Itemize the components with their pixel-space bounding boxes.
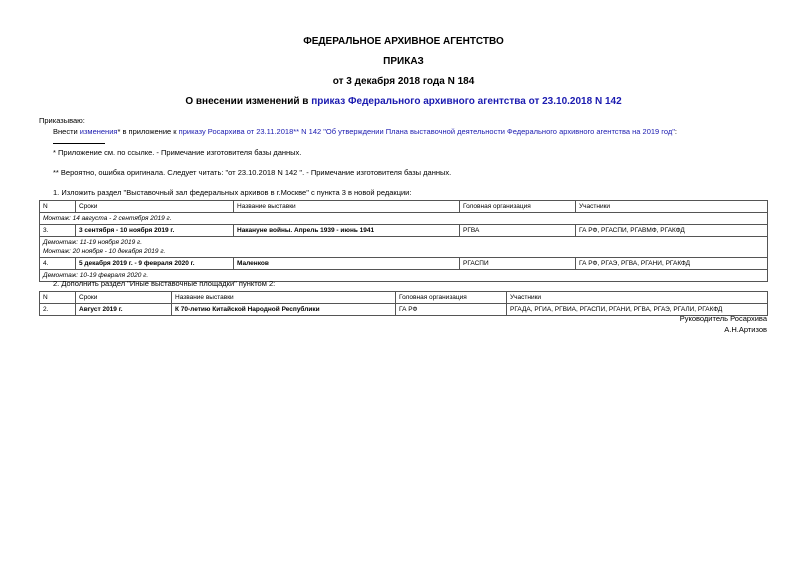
col-header-title: Название выставки — [172, 292, 396, 304]
item-2-text: 2. Дополнить раздел "Иные выставочные площадки" пунктом 2: — [53, 279, 276, 288]
doc-title-prefix: О внесении изменений в — [185, 96, 312, 107]
col-header-number: N — [40, 292, 76, 304]
item-1-text: 1. Изложить раздел "Выставочный зал федеральных архивов в г.Москве" с пункта 3 в новой редакции: — [53, 188, 412, 197]
signature-position: Руководитель Росархива — [679, 314, 767, 323]
cell-title: К 70-летию Китайской Народной Республики — [172, 304, 396, 316]
cell-dates: 3 сентября - 10 ноября 2019 г. — [76, 225, 234, 237]
cell-title: Маленков — [234, 258, 460, 270]
cell-participants: ГА РФ, РГАСПИ, РГАВМФ, РГАКФД — [576, 225, 768, 237]
footnote-1: * Приложение см. по ссылке. - Примечание изготовителя базы данных. — [53, 148, 302, 157]
cell-number: 3. — [40, 225, 76, 237]
table-row — [40, 237, 768, 258]
cell-organization: РГАСПИ — [460, 258, 576, 270]
cell-participants: РГАДА, РГИА, РГВИА, РГАСПИ, РГАНИ, РГВА, РГАЭ, РГАЛИ, РГАКФД — [507, 304, 768, 316]
table-row — [40, 258, 768, 270]
dismount-note: Демонтаж: 10-19 февраля 2020 г. — [40, 270, 768, 282]
mount-note: Монтаж: 14 августа - 2 сентября 2019 г. — [40, 213, 768, 225]
mount-note: Монтаж: 20 ноября - 10 декабря 2019 г. — [43, 248, 166, 255]
cell-title: Накануне войны. Апрель 1939 - июнь 1941 — [234, 225, 460, 237]
exhibition-table-1 — [39, 200, 768, 282]
rosarchive-order-link[interactable]: приказу Росархива от 23.11.2018** N 142 "Об утверждении Плана выставочной деятельности Федерального архивного агентства на 2019 год" — [178, 127, 675, 136]
footnote-2: ** Вероятно, ошибка оригинала. Следует читать: "от 23.10.2018 N 142 ". - Примечание изготовителя базы данных. — [53, 168, 452, 177]
footnote-divider — [53, 143, 105, 144]
orders-label: Приказываю: — [39, 116, 85, 125]
dismount-note: Демонтаж: 11-19 ноября 2019 г. — [43, 239, 143, 246]
cell-number: 4. — [40, 258, 76, 270]
intro-text-3: : — [674, 127, 678, 136]
table-header-row — [40, 292, 768, 304]
doc-title — [0, 96, 807, 107]
intro-paragraph — [53, 127, 677, 136]
cell-participants: ГА РФ, РГАЭ, РГВА, РГАНИ, РГАКФД — [576, 258, 768, 270]
cell-dates: Август 2019 г. — [76, 304, 172, 316]
cell-number: 2. — [40, 304, 76, 316]
cell-dates: 5 декабря 2019 г. - 9 февраля 2020 г. — [76, 258, 234, 270]
col-header-organization: Головная организация — [460, 201, 576, 213]
table-header-row — [40, 201, 768, 213]
agency-title: ФЕДЕРАЛЬНОЕ АРХИВНОЕ АГЕНТСТВО — [303, 36, 504, 47]
col-header-organization: Головная организация — [396, 292, 507, 304]
doc-date-number: от 3 декабря 2018 года N 184 — [332, 76, 475, 87]
dismount-mount-note — [40, 237, 768, 258]
table-row — [40, 304, 768, 316]
order-142-link[interactable]: приказ Федерального архивного агентства от 23.10.2018 N 142 — [311, 96, 622, 107]
col-header-participants: Участники — [507, 292, 768, 304]
cell-organization: РГВА — [460, 225, 576, 237]
col-header-title: Название выставки — [234, 201, 460, 213]
table-row — [40, 213, 768, 225]
doc-type: ПРИКАЗ — [383, 56, 424, 67]
intro-text-1: Внести — [53, 127, 80, 136]
exhibition-table-2 — [39, 291, 768, 316]
col-header-participants: Участники — [576, 201, 768, 213]
signature-name: А.Н.Артизов — [724, 325, 767, 334]
col-header-dates: Сроки — [76, 292, 172, 304]
changes-link[interactable]: изменения — [79, 127, 118, 136]
intro-text-2: * в приложение к — [117, 127, 179, 136]
table-row — [40, 225, 768, 237]
col-header-number: N — [40, 201, 76, 213]
col-header-dates: Сроки — [76, 201, 234, 213]
cell-organization: ГА РФ — [396, 304, 507, 316]
